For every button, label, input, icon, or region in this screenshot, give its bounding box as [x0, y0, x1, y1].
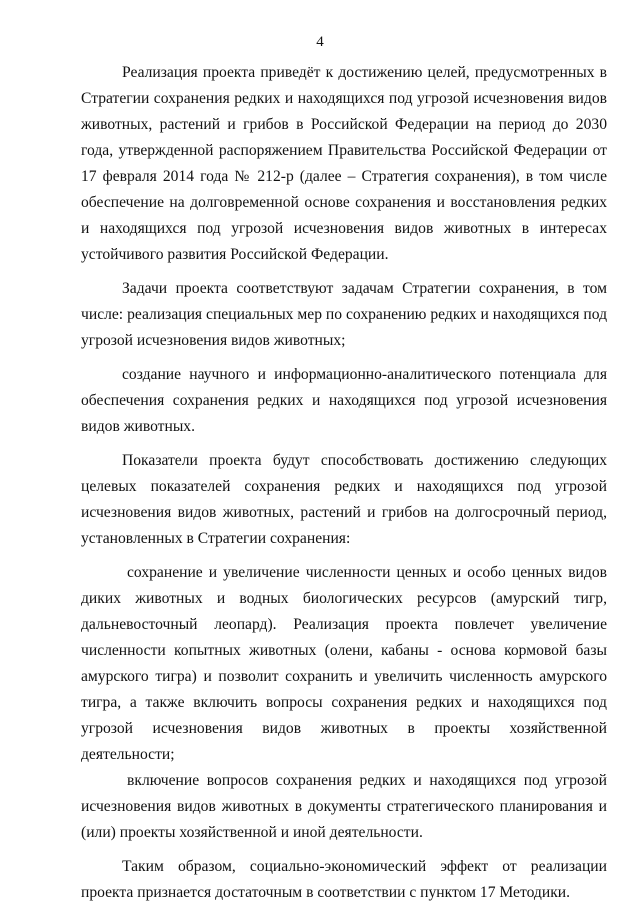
paragraph-project-tasks: Задачи проекта соответствуют задачам Стратегии сохранения, в том числе: реализация специальных мер по сохранению редких и находящихся под угрозой исчезновения видов животных; [81, 280, 607, 349]
paragraph-preservation-increase: сохранение и увеличение численности ценных и особо ценных видов диких животных и водных биологических ресурсов (амурский тигр, дальневосточный леопард). Реализация проекта повлечет увеличение численности копытных животных (олени, кабаны - основа кормовой базы амурского тигра) и позволит сохранить и увеличить численность амурского тигра, а также включить вопросы сохранения редких и находящихся под угрозой исчезновения видов животных в проекты хозяйственной деятельности; [81, 564, 607, 763]
document-body [81, 60, 607, 906]
paragraph-strategic-planning: включение вопросов сохранения редких и находящихся под угрозой исчезновения видов животных в документы стратегического планирования и (или) проекты хозяйственной и иной деятельности. [81, 772, 607, 841]
paragraph-target-indicators: Показатели проекта будут способствовать достижению следующих целевых показателей сохранения редких и находящихся под угрозой исчезновения видов животных, растений и грибов на долгосрочный период, установленных в Стратегии сохранения: [81, 452, 607, 547]
page-number: 4 [316, 34, 324, 50]
paragraph-conclusion: Таким образом, социально-экономический эффект от реализации проекта признается достаточным в соответствии с пунктом 17 Методики. [81, 858, 607, 901]
paragraph-strategy-goals: Реализация проекта приведёт к достижению целей, предусмотренных в Стратегии сохранения редких и находящихся под угрозой исчезновения видов животных, растений и грибов в Российской Федерации на период до 2030 года, утвержденной распоряжением Правительства Российской Федерации от 17 февраля 2014 года № 212-р (далее – Стратегия сохранения), в том числе обеспечение на долговременной основе сохранения и восстановления редких и находящихся под угрозой исчезновения видов животных в интересах устойчивого развития Российской Федерации. [81, 64, 607, 263]
paragraph-scientific-potential: создание научного и информационно-аналитического потенциала для обеспечения сохранения редких и находящихся под угрозой исчезновения видов животных. [81, 366, 607, 435]
